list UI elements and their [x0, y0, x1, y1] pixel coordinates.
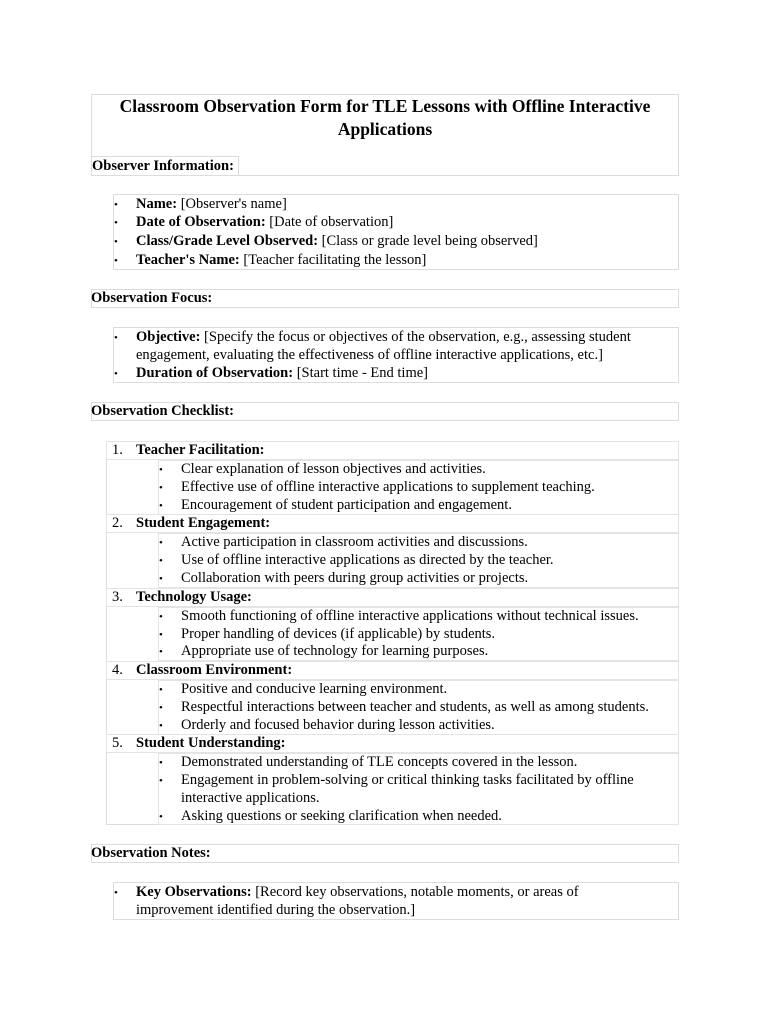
section-number: 1.: [112, 442, 123, 458]
section-title: Student Understanding:: [136, 735, 286, 751]
list-item: Appropriate use of technology for learning purposes.: [181, 643, 489, 659]
bullet-icon: •: [159, 702, 163, 714]
list-item-continuation: improvement identified during the observation.]: [136, 902, 416, 918]
section-title: Technology Usage:: [136, 589, 252, 605]
list-item: Clear explanation of lesson objectives and activities.: [181, 461, 486, 477]
list-item: Positive and conducive learning environment.: [181, 681, 448, 697]
list-item: Smooth functioning of offline interactive applications without technical issues.: [181, 608, 639, 624]
list-item: Proper handling of devices (if applicable) by students.: [181, 626, 496, 642]
bullet-icon: •: [159, 537, 163, 549]
bullet-icon: •: [159, 611, 163, 623]
list-item: Name: [Observer's name]: [136, 196, 287, 212]
bullet-icon: •: [114, 368, 118, 380]
title-line-1: Classroom Observation Form for TLE Lessons with Offline Interactive: [119, 96, 651, 116]
section-number: 4.: [112, 662, 123, 678]
bullet-icon: •: [159, 720, 163, 732]
bullet-icon: •: [114, 199, 118, 211]
bullet-icon: •: [159, 811, 163, 823]
bullet-icon: •: [114, 217, 118, 229]
section-number: 2.: [112, 515, 123, 531]
section-title: Classroom Environment:: [136, 662, 293, 678]
list-item: Teacher's Name: [Teacher facilitating the lesson]: [136, 252, 427, 268]
list-item: Use of offline interactive applications as directed by the teacher.: [181, 552, 554, 568]
bullet-icon: •: [114, 236, 118, 248]
bullet-icon: •: [159, 482, 163, 494]
bullet-icon: •: [159, 775, 163, 787]
notes-heading: Observation Notes:: [91, 845, 211, 861]
bullet-icon: •: [159, 464, 163, 476]
list-item: Collaboration with peers during group activities or projects.: [181, 570, 529, 586]
title-line-2: Applications: [337, 119, 433, 139]
list-item: Orderly and focused behavior during lesson activities.: [181, 717, 495, 733]
bullet-icon: •: [159, 500, 163, 512]
checklist-heading: Observation Checklist:: [91, 403, 234, 419]
bullet-icon: •: [159, 629, 163, 641]
section-number: 3.: [112, 589, 123, 605]
list-item-continuation: interactive applications.: [181, 790, 320, 806]
bullet-icon: •: [114, 887, 118, 899]
bullet-icon: •: [159, 573, 163, 585]
list-item: Effective use of offline interactive applications to supplement teaching.: [181, 479, 595, 495]
bullet-icon: •: [114, 332, 118, 344]
list-item: Encouragement of student participation and engagement.: [181, 497, 512, 513]
section-title: Teacher Facilitation:: [136, 442, 265, 458]
bullet-icon: •: [159, 555, 163, 567]
list-item: Date of Observation: [Date of observation]: [136, 214, 394, 230]
list-item: Active participation in classroom activities and discussions.: [181, 534, 528, 550]
focus-heading: Observation Focus:: [91, 290, 213, 306]
list-item: Demonstrated understanding of TLE concepts covered in the lesson.: [181, 754, 578, 770]
list-item: Objective: [Specify the focus or objectives of the observation, e.g., assessing student: [136, 329, 631, 345]
bullet-icon: •: [159, 757, 163, 769]
bullet-icon: •: [114, 255, 118, 267]
list-item-continuation: engagement, evaluating the effectiveness of offline interactive applications, etc.]: [136, 347, 603, 363]
list-item: Engagement in problem-solving or critical thinking tasks facilitated by offline: [181, 772, 634, 788]
section-number: 5.: [112, 735, 123, 751]
bullet-icon: •: [159, 646, 163, 658]
bullet-icon: •: [159, 684, 163, 696]
list-item: Duration of Observation: [Start time - End time]: [136, 365, 428, 381]
observer-info-heading: Observer Information:: [91, 156, 239, 176]
list-item: Class/Grade Level Observed: [Class or grade level being observed]: [136, 233, 538, 249]
list-item: Asking questions or seeking clarification when needed.: [181, 808, 502, 824]
list-item: Respectful interactions between teacher and students, as well as among students.: [181, 699, 649, 715]
section-title: Student Engagement:: [136, 515, 271, 531]
list-item: Key Observations: [Record key observations, notable moments, or areas of: [136, 884, 579, 900]
